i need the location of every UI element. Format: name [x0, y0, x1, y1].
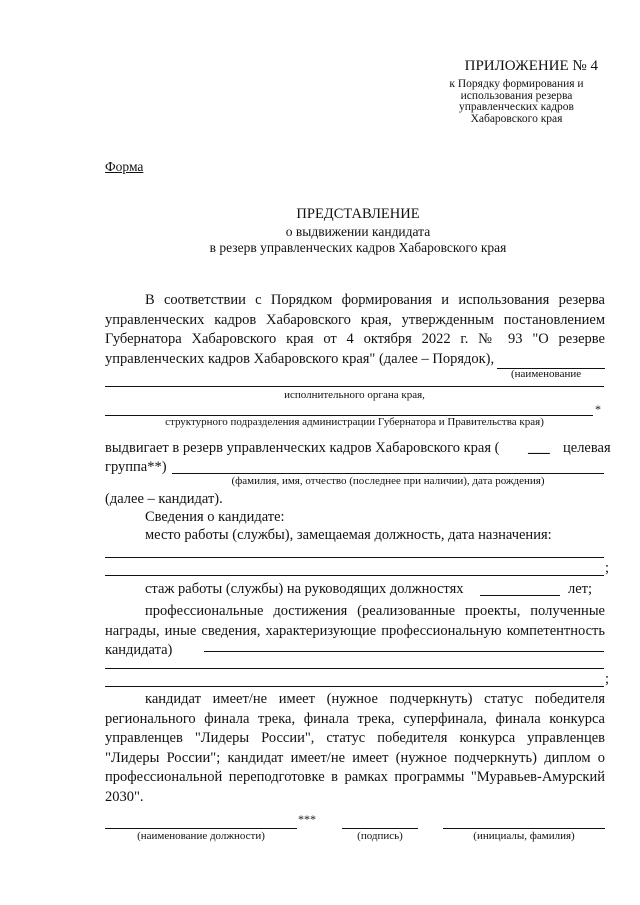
info-label: Сведения о кандидате: [145, 509, 285, 525]
appendix-title: ПРИЛОЖЕНИЕ № 4 [464, 58, 598, 74]
hint-organ: исполнительного органа края, [284, 389, 425, 401]
hint-name: (наименование [511, 368, 582, 380]
achievements-text: профессиональные достижения (реализованные проекты, полученные награды, иные сведения, характеризующие профессиональную компетентность кандидата) [105, 603, 605, 658]
experience-years-line[interactable] [480, 595, 560, 596]
signature-line[interactable] [342, 828, 418, 829]
form-label: Форма [105, 159, 144, 174]
intro-paragraph [105, 291, 605, 369]
group-text: группа**) [105, 459, 167, 475]
stars: *** [298, 812, 316, 826]
position-label: (наименование должности) [137, 830, 265, 842]
achievements-line-2[interactable] [105, 668, 604, 669]
target-text: целевая [563, 440, 611, 456]
achievements-line-1[interactable] [204, 651, 604, 652]
workplace-line-2[interactable] [105, 575, 604, 576]
workplace-semicolon: ; [605, 560, 610, 576]
initials-line[interactable] [443, 828, 605, 829]
document-subtitle-line2: в резерв управленческих кадров Хабаровского края [209, 240, 507, 255]
asterisk: * [595, 402, 601, 416]
status-paragraph [105, 690, 605, 807]
hint-fio: (фамилия, имя, отчество (последнее при наличии), дата рождения) [231, 475, 545, 487]
target-group-blank-text: ___ [528, 440, 550, 456]
document-title: ПРЕДСТАВЛЕНИЕ [296, 206, 420, 222]
candidate-after: (далее – кандидат). [105, 491, 223, 507]
achievements-line-3[interactable] [105, 686, 604, 687]
workplace-line-1[interactable] [105, 557, 604, 558]
status-text: кандидат имеет/не имеет (нужное подчеркнуть) статус победителя регионального финала трека, финала трека, суперфинала, финала конкурса управленцев "Лидеры России", статус победителя конкурса управленцев "Лидеры России"; кандидат имеет/не имеет (нужное подчеркнуть) диплом о профессиональной переподготовке в рамках программы "Муравьев-Амурский 2030". [105, 691, 605, 805]
hint-subdivision: структурного подразделения администрации Губернатора и Правительства края) [165, 416, 544, 428]
candidate-fio-line[interactable] [172, 473, 604, 474]
achievements-semicolon: ; [605, 671, 610, 687]
organ-name-line-2[interactable] [105, 386, 604, 387]
intro-text: В соответствии с Порядком формирования и использования резерва управленческих кадров Хабаровского края, утвержденным постановлением Губернатора Хабаровского края от 4 октября 2022 г. № 93 "О резерве управленческих кадров Хабаровского края" (далее – Порядок), [105, 292, 605, 367]
workplace-label: место работы (службы), замещаемая должность, дата назначения: [145, 527, 552, 543]
experience-unit: лет; [568, 581, 593, 597]
signature-label: (подпись) [357, 830, 403, 842]
nominates-text: выдвигает в резерв управленческих кадров Хабаровского края ( [105, 440, 500, 456]
appendix-subtitle: к Порядку формирования и использования резерва управленческих кадров Хабаровского края [449, 78, 584, 125]
document-subtitle-line1: о выдвижении кандидата [285, 224, 431, 239]
position-line[interactable] [105, 828, 297, 829]
target-group-blank[interactable] [528, 440, 550, 457]
experience-label: стаж работы (службы) на руководящих должностях [145, 581, 464, 597]
initials-label: (инициалы, фамилия) [473, 830, 575, 842]
